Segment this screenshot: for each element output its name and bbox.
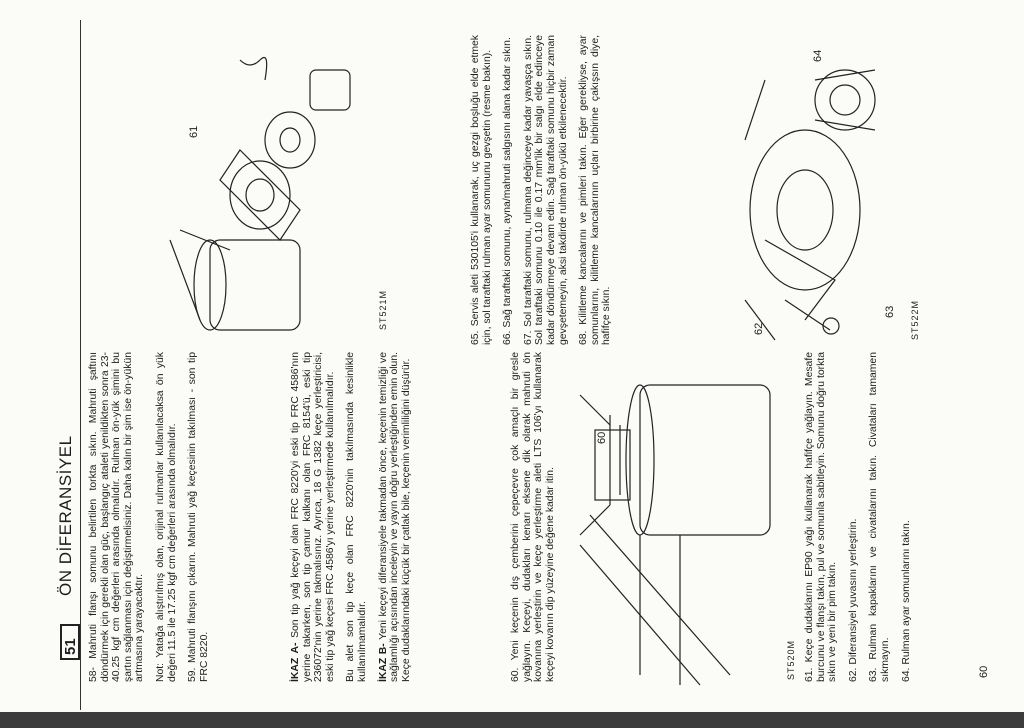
- warning-b-heading: İKAZ B-: [377, 643, 389, 682]
- step-59: 59. Mahruti flanşını çıkarın. Mahruti yağ keçesinin takılması - son tip FRC 8220.: [187, 352, 210, 682]
- note: Not: Yatağa alıştırılmış olan, orijinal rulmanlar kullanılacaksa ön yük değeri 11.5 ile 17.25 kgf cm değerleri arasında olmalıdır.: [154, 352, 178, 682]
- text-column-3: [804, 352, 979, 682]
- figure-label-st520m: ST520M: [786, 639, 796, 680]
- figure-st520m: [580, 385, 780, 685]
- step-64: 64. Rulman ayar somunlarını takın.: [900, 520, 912, 682]
- figure-label-st521m: ST521M: [378, 289, 388, 330]
- step-67: 67. Sol taraftaki somunu, rulmana değinceye kadar yavaşça sıkın. Sol taraftaki somunu 0.10 ile 0.17 mm'lik bir salgı elde edinceye kadar döndürmeye devam edin. Sağ taraftaki somunu hiçbir zaman gevşetemeyin, aksi takdirde rulman ön-yükü etkilenecektir.: [522, 35, 569, 345]
- figure-st521m: [170, 40, 370, 340]
- callout-60: 60: [596, 431, 608, 444]
- text-column-1: [88, 352, 210, 682]
- warning-b-text: Yeni keçeyi diferansiyele takmadan önce, keçenin temizliği ve sağlamlığı açısından inceleyin ve yayın doğru yerleştiğinden emin olun. Keçe dudaklarındaki küçük bir çatlak bile, keçenin verimliliğini düşürür.: [377, 351, 412, 682]
- callout-62: 62: [753, 322, 765, 335]
- page-number: 60: [978, 665, 990, 678]
- text-column-5: [470, 35, 680, 345]
- callout-63: 63: [884, 305, 896, 318]
- warning-a-heading: İKAZ A-: [290, 642, 301, 682]
- step-68: 68. Kilitleme kancalarını ve pimleri takın. Eğer gerekliyse, ayar somunlarını, kilitleme kancalarının uçları birbirine çakışsın diye, hafifçe sıkın.: [578, 35, 613, 345]
- section-title: ÖN DİFERANSİYEL: [56, 435, 75, 596]
- warning-b: [378, 352, 413, 682]
- text-column-1b: [290, 352, 490, 682]
- figure-st522m: [745, 40, 915, 340]
- step-63: 63. Rulman kapaklarını ve civatalarını takın. Civataları tamamen sıkmayın.: [868, 352, 891, 682]
- warning-a-note: Bu alet son tip keçe olan FRC 8220'nin takılmasında kesinlikle kullanılmamalıdır.: [345, 352, 368, 682]
- section-number: 51: [62, 638, 79, 655]
- step-62: 62. Diferansiyel yuvasını yerleştirin.: [847, 518, 859, 682]
- figure-label-st522m: ST522M: [910, 299, 920, 340]
- warning-a-text: Son tip yağ keçeyi olan FRC 8220'yi eski tip FRC 4586'nın yerine takarken, son tip çamur kalkanı olan FRC 8154'ü, eski tip 236072'nin yerine takmalısınız. Ayrıca, 18 G 1382 keçe yerleştiricisi, eski tip yağ keçesi FRC 4586'yı yerine yerleştirmede kullanılmalıdır.: [290, 352, 336, 682]
- text-column-2: [510, 352, 580, 682]
- step-60: 60. Yeni keçenin dış çemberini çepeçevre çok amaçlı bir gresle yağlayın. Keçeyi, dudakları kenarı eksene dik olarak mahruti ön kovanına yerleştirin ve keçe yerleştirme aleti LTS 106'yı kullanarak keçeyi kovanın dip yüzeyine değene kadar itin.: [510, 352, 556, 682]
- step-66: 66. Sağ taraftaki somunu, ayna/mahruti salgısını alana kadar sıkın.: [502, 37, 514, 345]
- step-65: 65. Servis aleti 530105'i kullanarak, uç gezgi boşluğu elde etmek için, sol taraftaki rulman ayar somununu gevşetin (resme bakın).: [470, 35, 493, 345]
- header-rule: [80, 20, 81, 710]
- scan-edge: [0, 712, 1024, 728]
- warning-a: [290, 352, 336, 682]
- callout-64: 64: [812, 49, 824, 62]
- step-58: 58- Mahruti flanşı somunu belirtilen torkta sıkın. Mahruti şaftını döndürmek için gerekli olan güç, başlangıç ataleti yenildikten sonra 23-40.25 kgf cm değerleri arasında olmalıdır. Rulman ön-yük şimini bu şartın sağlanması için değiştirmelisiniz. Daha kalın bir şim ise ön-yükün artmasına yarayacaktır.: [88, 352, 146, 682]
- callout-61: 61: [188, 125, 200, 138]
- step-61: 61. Keçe dudaklarını EP90 yağı kullanarak hafifçe yağlayın. Mesafe burcunu ve flanşı takın, pul ve somunla sabitleyin. Somunu doğru torkta sıkın ve yeni bir pim takın.: [804, 352, 839, 682]
